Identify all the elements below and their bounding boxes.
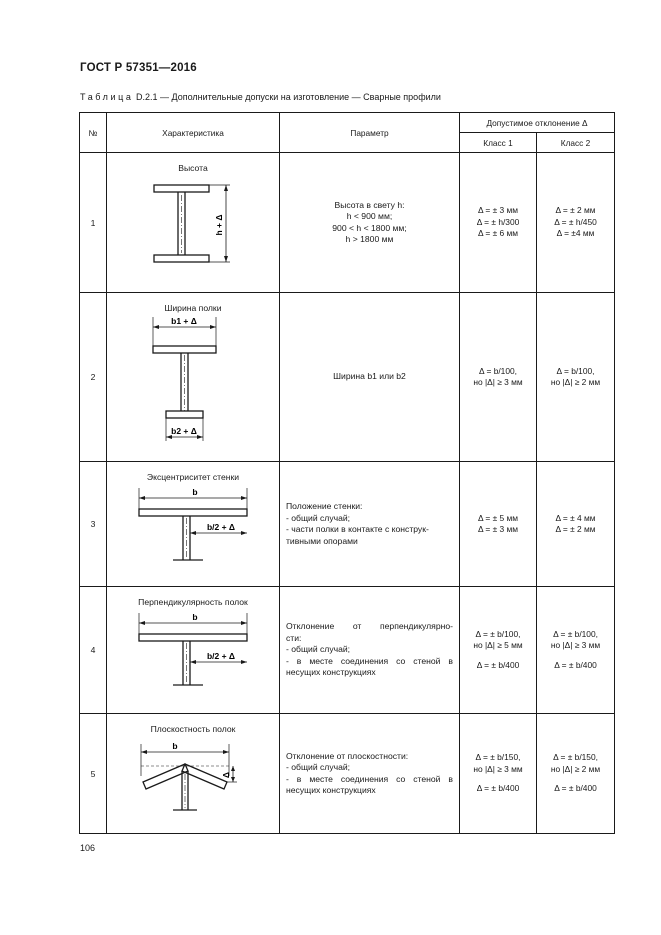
parameter-line: тивными опорами <box>286 535 358 546</box>
parameter-line: 900 < h < 1800 мм; <box>332 222 407 233</box>
col-num-header: № <box>80 113 107 153</box>
table-row <box>80 293 615 462</box>
dimension-label: b <box>172 741 178 751</box>
characteristic-cell <box>107 153 280 293</box>
tolerance-value: Δ = ± b/400 <box>476 783 520 794</box>
characteristic-title: Высота <box>178 163 208 173</box>
dimension-label: b/2 + Δ <box>206 651 236 661</box>
tolerance-value: но |Δ| ≥ 3 мм <box>550 640 601 651</box>
parameter-line: - общий случай; <box>286 512 351 523</box>
tolerance-value: но |Δ| ≥ 3 мм <box>473 763 523 774</box>
tolerance-value: но |Δ| ≥ 3 мм <box>473 377 523 387</box>
tolerance-value: Δ = ± 2 мм <box>555 524 596 534</box>
characteristic-title: Эксцентриситет стенки <box>146 472 240 482</box>
parameter-line: несущих конструкциях <box>286 785 376 795</box>
class2-cell <box>537 293 615 462</box>
col-class1-header: Класс 1 <box>460 133 537 153</box>
table-row <box>80 714 615 834</box>
class2-cell <box>537 587 615 714</box>
characteristic-title: Плоскостность полок <box>150 724 236 734</box>
row-number: 2 <box>80 293 107 462</box>
parameter-line: Отклонение от перпендикулярно- <box>286 621 453 632</box>
class1-cell <box>460 714 537 834</box>
tolerance-value: Δ = ± b/400 <box>476 659 520 670</box>
parameter-cell <box>280 153 460 293</box>
parameter-line: несущих конструкциях <box>286 667 376 678</box>
dimension-label: b <box>192 612 198 622</box>
height-figure <box>138 173 248 273</box>
parameter-line: Ширина b1 или b2 <box>333 371 406 382</box>
parameter-line: Отклонение от плоскостности: <box>286 750 409 761</box>
tolerance-value: Δ = ± b/400 <box>554 783 597 794</box>
row-number: 1 <box>80 153 107 293</box>
class1-cell <box>460 587 537 714</box>
caption-number: D.2.1 <box>136 92 158 102</box>
web-eccentricity-figure <box>133 482 253 572</box>
page-number: 106 <box>80 843 96 853</box>
col-tolerance-header: Допустимое отклонение Δ <box>460 113 615 133</box>
parameter-line: h < 900 мм; <box>346 211 393 221</box>
characteristic-title: Ширина полки <box>164 303 222 313</box>
row-number: 3 <box>80 462 107 587</box>
tolerance-value: Δ = ± 5 мм <box>477 512 519 523</box>
class2-cell <box>537 153 615 293</box>
parameter-line: Положение стенки: <box>286 501 363 511</box>
characteristic-cell <box>107 587 280 714</box>
parameter-line: Высота в свету h: <box>334 199 405 210</box>
row-number: 5 <box>80 714 107 834</box>
col-characteristic-header: Характеристика <box>107 113 280 153</box>
dimension-label: Δ <box>221 771 231 779</box>
tolerance-value: Δ = ± b/400 <box>554 659 597 670</box>
parameter-line: - в месте соединения со стеной в <box>286 773 453 784</box>
dimension-label: b/2 + Δ <box>206 522 236 532</box>
caption-text: — Дополнительные допуски на изготовление — Сварные профили <box>160 92 441 102</box>
parameter-cell <box>280 714 460 834</box>
parameter-line: - общий случай; <box>286 644 351 655</box>
table-row <box>80 462 615 587</box>
tolerance-value: Δ = ± b/100, <box>475 628 521 639</box>
tolerance-value: но |Δ| ≥ 5 мм <box>473 640 523 651</box>
dimension-label: b2 + Δ <box>171 426 197 436</box>
class1-cell <box>460 153 537 293</box>
caption-prefix: Таблица <box>80 92 134 102</box>
parameter-line: сти: <box>286 632 302 643</box>
parameter-line: - части полки в контакте с конструк- <box>286 524 429 534</box>
tolerance-value: но |Δ| ≥ 2 мм <box>550 377 601 387</box>
flatness-figure <box>133 734 253 824</box>
class1-cell <box>460 462 537 587</box>
tolerance-value: Δ = ± h/300 <box>476 216 520 227</box>
tolerance-value: Δ = ± b/100, <box>553 628 598 639</box>
characteristic-title: Перпендикулярность полок <box>138 597 248 607</box>
tolerance-value: Δ = ±4 мм <box>556 228 595 239</box>
tolerance-value: но |Δ| ≥ 2 мм <box>550 763 601 774</box>
tolerance-value: Δ = ± 4 мм <box>555 512 596 523</box>
parameter-cell <box>280 293 460 462</box>
tolerance-value: Δ = ± 3 мм <box>477 524 519 534</box>
class1-cell <box>460 293 537 462</box>
class2-cell <box>537 714 615 834</box>
parameter-cell <box>280 587 460 714</box>
table-row <box>80 587 615 714</box>
tolerance-value: Δ = b/100, <box>556 365 595 376</box>
class2-cell <box>537 462 615 587</box>
tolerance-value: Δ = ± b/150, <box>553 752 598 763</box>
parameter-line: - в месте соединения со стеной в <box>286 655 453 666</box>
characteristic-cell <box>107 293 280 462</box>
header-row <box>80 113 615 133</box>
dimension-label: b <box>192 487 198 497</box>
tolerance-value: Δ = ± 3 мм <box>477 205 519 216</box>
tolerance-value: Δ = b/100, <box>479 365 517 376</box>
flange-width-figure <box>138 313 248 448</box>
tolerance-value: Δ = ± 2 мм <box>555 205 596 216</box>
col-class2-header: Класс 2 <box>537 133 615 153</box>
tolerance-value: Δ = ± h/450 <box>554 216 597 227</box>
perpendicularity-figure <box>133 607 253 697</box>
characteristic-cell <box>107 462 280 587</box>
parameter-line: h > 1800 мм <box>345 234 394 244</box>
tolerance-value: Δ = ± b/150, <box>475 752 521 763</box>
col-parameter-header: Параметр <box>280 113 460 153</box>
tolerance-table <box>79 112 615 834</box>
parameter-line: - общий случай; <box>286 762 351 772</box>
tolerance-value: Δ = ± 6 мм <box>477 228 519 239</box>
table-caption <box>80 92 441 102</box>
standard-title: ГОСТ Р 57351—2016 <box>80 62 197 74</box>
dimension-label: h + Δ <box>214 214 224 236</box>
table-row <box>80 153 615 293</box>
characteristic-cell <box>107 714 280 834</box>
parameter-cell <box>280 462 460 587</box>
dimension-label: b1 + Δ <box>171 316 197 326</box>
row-number: 4 <box>80 587 107 714</box>
